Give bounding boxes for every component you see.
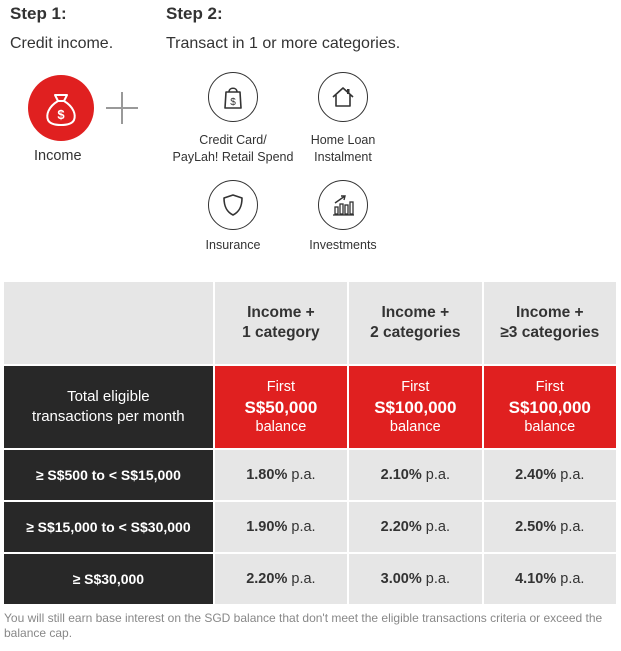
balance-cap-row [4,366,616,448]
svg-text:$: $ [230,97,236,108]
category-card-label: Credit Card/ PayLah! Retail Spend [172,133,294,164]
category-home-loan-label: Home Loan Instalment [310,133,376,164]
house-icon [318,72,368,122]
rate-cell: 2.10% p.a. [349,450,481,500]
header-3-categories: Income + ≥3 categories [484,282,616,364]
table-header-row [4,282,616,364]
table-row [4,450,616,500]
income-label: Income [34,148,82,164]
header-1-category: Income + 1 category [215,282,347,364]
rate-cell: 3.00% p.a. [349,554,481,604]
rate-cell: 2.40% p.a. [484,450,616,500]
rate-cell: 1.80% p.a. [215,450,347,500]
total-eligible-label: Total eligible transactions per month [4,366,213,448]
table-row [4,502,616,552]
interest-rates-table [2,280,618,606]
balance-cap-cell: First S$100,000 balance [484,366,616,448]
footnote: You will still earn base interest on the SGD balance that don't meet the eligible transactions criteria or exceed the balance cap. [4,611,603,640]
shield-icon [208,180,258,230]
balance-cap-cell: First S$50,000 balance [215,366,347,448]
table-row [4,554,616,604]
tier-label: ≥ S$30,000 [4,554,213,604]
category-insurance-label: Insurance [205,238,261,252]
step2-heading: Step 2: [166,4,223,23]
rate-cell: 1.90% p.a. [215,502,347,552]
plus-icon [104,90,140,131]
table-header-empty [4,282,213,364]
svg-text:$: $ [57,107,65,122]
step2-text: Transact in 1 or more categories. [166,35,401,52]
header-2-categories: Income + 2 categories [349,282,481,364]
growth-chart-icon [318,180,368,230]
rate-cell: 2.20% p.a. [349,502,481,552]
tier-label: ≥ S$500 to < S$15,000 [4,450,213,500]
rate-cell: 4.10% p.a. [484,554,616,604]
tier-label: ≥ S$15,000 to < S$30,000 [4,502,213,552]
money-bag-icon [28,75,94,141]
step1-text: Credit income. [10,35,114,52]
rate-cell: 2.20% p.a. [215,554,347,604]
step1-heading: Step 1: [10,4,67,23]
category-investments-label: Investments [309,238,377,252]
balance-cap-cell: First S$100,000 balance [349,366,481,448]
shopping-bag-icon [208,72,258,122]
rate-cell: 2.50% p.a. [484,502,616,552]
